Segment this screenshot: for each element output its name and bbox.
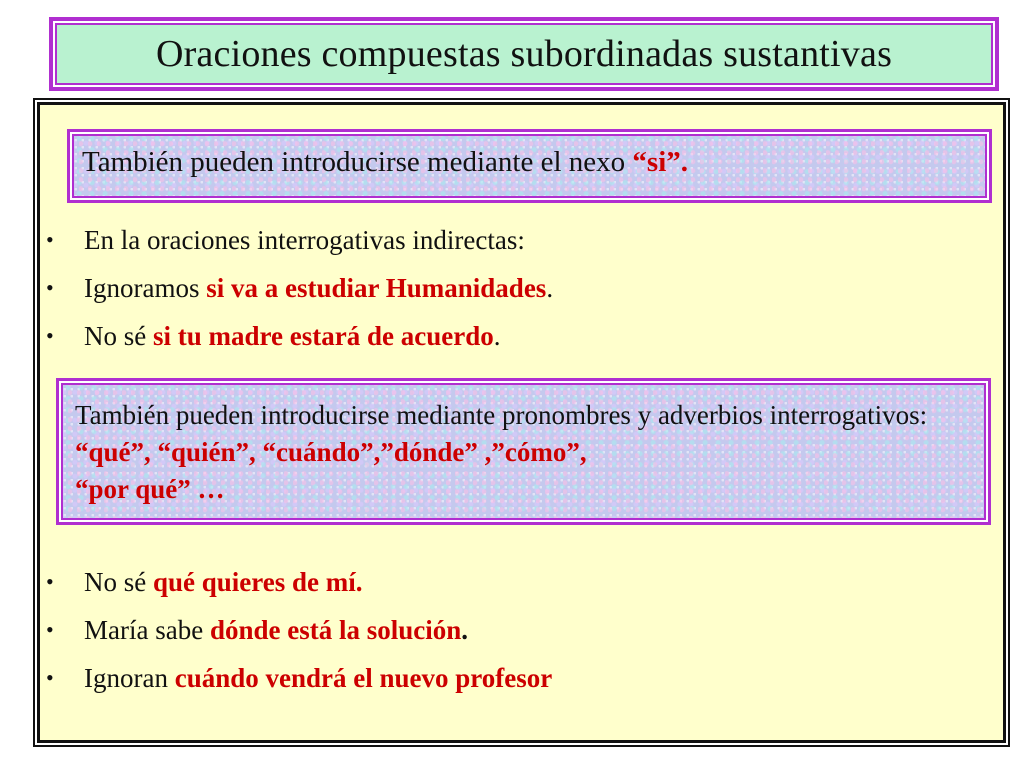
bullet-highlight: si va a estudiar Humanidades: [206, 273, 547, 303]
bullet-dot: •: [46, 665, 54, 690]
callout-pronombres-highlight-b: “por qué” …: [75, 474, 225, 504]
bullet-text: No sé: [84, 321, 153, 351]
list-item: [44, 558, 552, 606]
bullet-list-bottom: [44, 558, 552, 702]
bullet-dot: •: [46, 323, 54, 348]
callout-pronombres-highlight-a: “qué”, “quién”, “cuándo”,”dónde” ,”cómo”,: [75, 437, 587, 467]
bullet-dot: •: [46, 569, 54, 594]
bullet-text: En la oraciones interrogativas indirectas:: [84, 225, 525, 255]
callout-pronombres-plain: También pueden introducirse mediante pronombres y adverbios interrogativos:: [75, 400, 928, 430]
bullet-highlight: dónde está la solución: [209, 615, 462, 645]
bullet-text: Ignoran: [84, 663, 175, 693]
bullet-list-top: [44, 216, 553, 360]
list-item: [44, 606, 552, 654]
list-item: [44, 264, 553, 312]
bullet-text: Ignoramos: [84, 273, 207, 303]
callout-pronombres-text: [75, 397, 988, 508]
callout-pronombres: [56, 378, 991, 525]
bullet-highlight: cuándo vendrá el nuevo profesor: [174, 663, 553, 693]
callout-nexo-si-highlight: “si”.: [632, 146, 688, 178]
list-item: [44, 216, 553, 264]
bullet-text: No sé: [84, 567, 153, 597]
callout-nexo-si-text: [82, 146, 989, 179]
bullet-tail: .: [493, 321, 501, 351]
slide-title-box: [49, 17, 999, 91]
bullet-tail: .: [461, 615, 468, 645]
slide-title: Oraciones compuestas subordinadas sustantivas: [155, 33, 893, 75]
list-item: [44, 654, 552, 702]
callout-nexo-si: [67, 129, 992, 203]
callout-nexo-si-plain: También pueden introducirse mediante el nexo: [82, 146, 633, 178]
bullet-highlight: si tu madre estará de acuerdo: [153, 321, 494, 351]
bullet-highlight: qué quieres de mí.: [153, 567, 363, 597]
bullet-tail: .: [546, 273, 554, 303]
bullet-dot: •: [46, 275, 54, 300]
bullet-dot: •: [46, 617, 54, 642]
list-item: [44, 312, 553, 360]
bullet-text: María sabe: [84, 615, 210, 645]
bullet-dot: •: [46, 227, 54, 252]
